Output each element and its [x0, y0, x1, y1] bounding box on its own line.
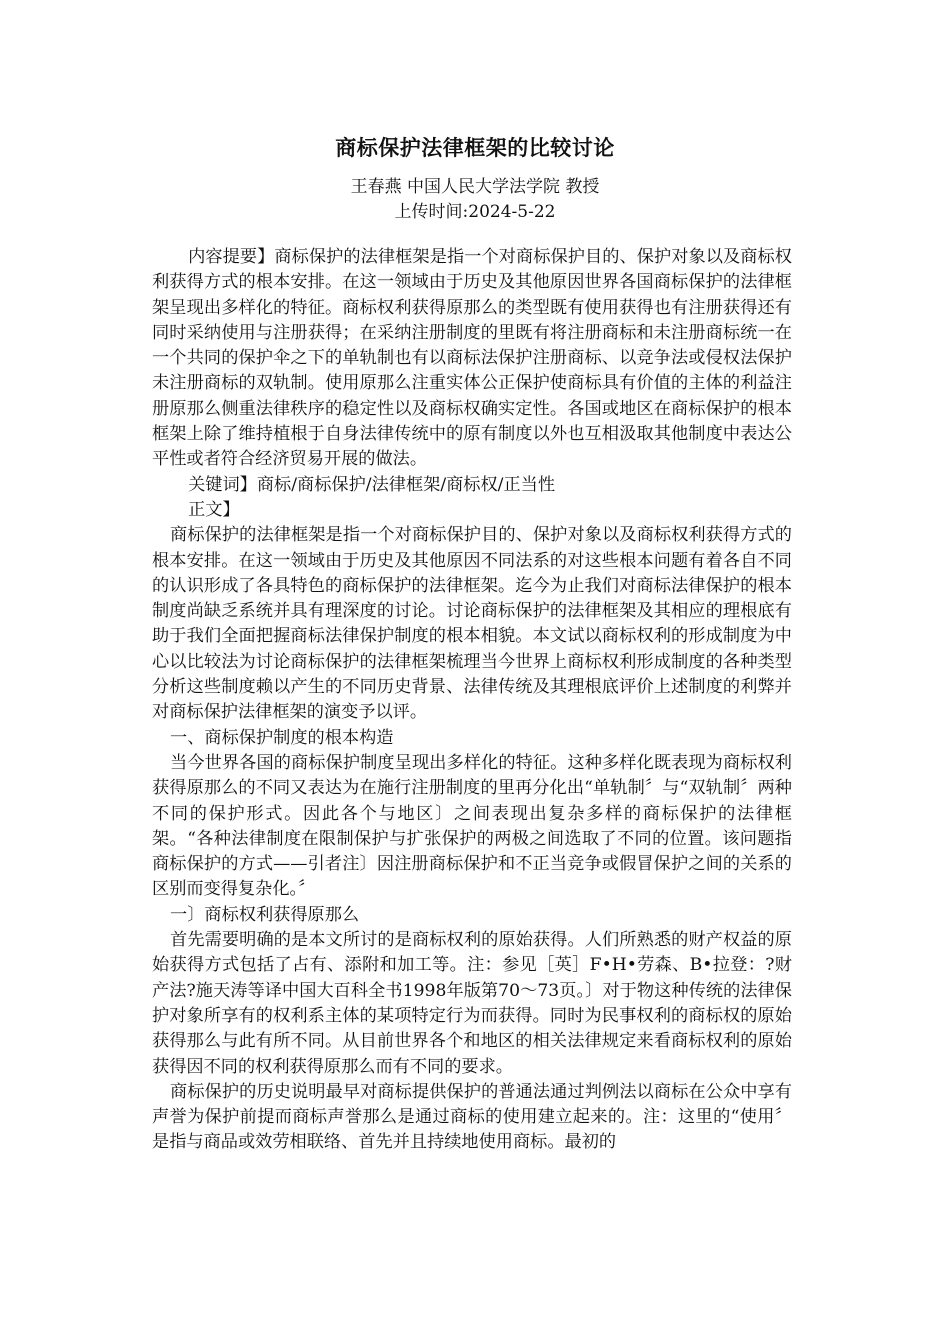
history-paragraph: 商标保护的历史说明最早对商标提供保护的普通法通过判例法以商标在公众中享有声誉为保护前提而商标声誉那么是通过商标的使用建立起来的。注：这里的“使用〞是指与商品或效劳相联络、首先并且持续地使用商标。最初的 — [152, 1081, 792, 1153]
body-label: 正文】 — [188, 499, 240, 520]
intro-paragraph: 商标保护的法律框架是指一个对商标保护目的、保护对象以及商标权利获得方式的根本安排。在这一领域由于历史及其他原因不同法系的对这些根本问题有着各自不同的认识形成了各具特色的商标保护的法律框架。迄今为止我们对商标法律保护的根本制度尚缺乏系统并具有理深度的讨论。讨论商标保护的法律框架及其相应的理根底有助于我们全面把握商标法律保护制度的根本相貌。本文试以商标权利的形成制度为中心以比较法为讨论商标保护的法律框架梳理当今世界上商标权利形成制度的各种类型分析这些制度赖以产生的不同历史背景、法律传统及其理根底评价上述制度的利弊并对商标保护法律框架的演变予以评。 — [152, 525, 792, 723]
section-heading-1: 一、商标保护制度的根本构造 — [170, 727, 394, 748]
abstract-paragraph: 内容提要】商标保护的法律框架是指一个对商标保护目的、保护对象以及商标权利获得方式的根本安排。在这一领域由于历史及其他原因世界各国商标保护的法律框架呈现出多样化的特征。商标权利获得原那么的类型既有使用获得也有注册获得还有同时采纳使用与注册获得；在采纳注册制度的里既有将注册商标和未注册商标统一在一个共同的保护伞之下的单轨制也有以商标法保护注册商标、以竞争法或侵权法保护未注册商标的双轨制。使用原那么注重实体公正保护使商标具有价值的主体的利益注册原那么侧重法律秩序的稳定性以及商标权确实定性。各国或地区在商标保护的根本框架上除了维持植根于自身法律传统中的原有制度以外也互相汲取其他制度中表达公平性或者符合经济贸易开展的做法。 — [152, 247, 792, 470]
structure-paragraph: 当今世界各国的商标保护制度呈现出多样化的特征。这种多样化既表现为商标权利获得原那么的不同又表达为在施行注册制度的里再分化出“单轨制〞与“双轨制〞两种不同的保护形式。因此各个与地区〕之间表现出复杂多样的商标保护的法律框架。“各种法律制度在限制保护与扩张保护的两极之间选取了不同的位置。该问题指商标保护的方式——引者注〕因注册商标保护和不正当竞争或假冒保护之间的关系的区别而变得复杂化。〞 — [152, 752, 792, 900]
author-line: 王春燕 中国人民大学法学院 教授 — [350, 177, 600, 197]
upload-date: 上传时间:2024-5-22 — [394, 202, 556, 222]
document-body — [152, 245, 792, 1156]
subsection-heading-1-1: 一〕商标权利获得原那么 — [170, 904, 360, 925]
acquisition-paragraph: 首先需要明确的是本文所讨的是商标权利的原始获得。人们所熟悉的财产权益的原始获得方式包括了占有、添附和加工等。注：参见［英］F•H•劳森、B•拉登：?财产法?施天涛等译中国大百科全书1998年版第70～73页。〕对于物这种传统的法律保护对象所享有的权利系主体的某项特定行为而获得。同时为民事权利的商标权的原始获得那么与此有所不同。从目前世界各个和地区的相关法律规定来看商标权利的原始获得因不同的权利获得原那么而有不同的要求。 — [152, 930, 792, 1077]
document-title: 商标保护法律框架的比较讨论 — [335, 135, 615, 160]
keywords-line: 关键词】商标/商标保护/法律框架/商标权/正当性 — [188, 474, 556, 495]
